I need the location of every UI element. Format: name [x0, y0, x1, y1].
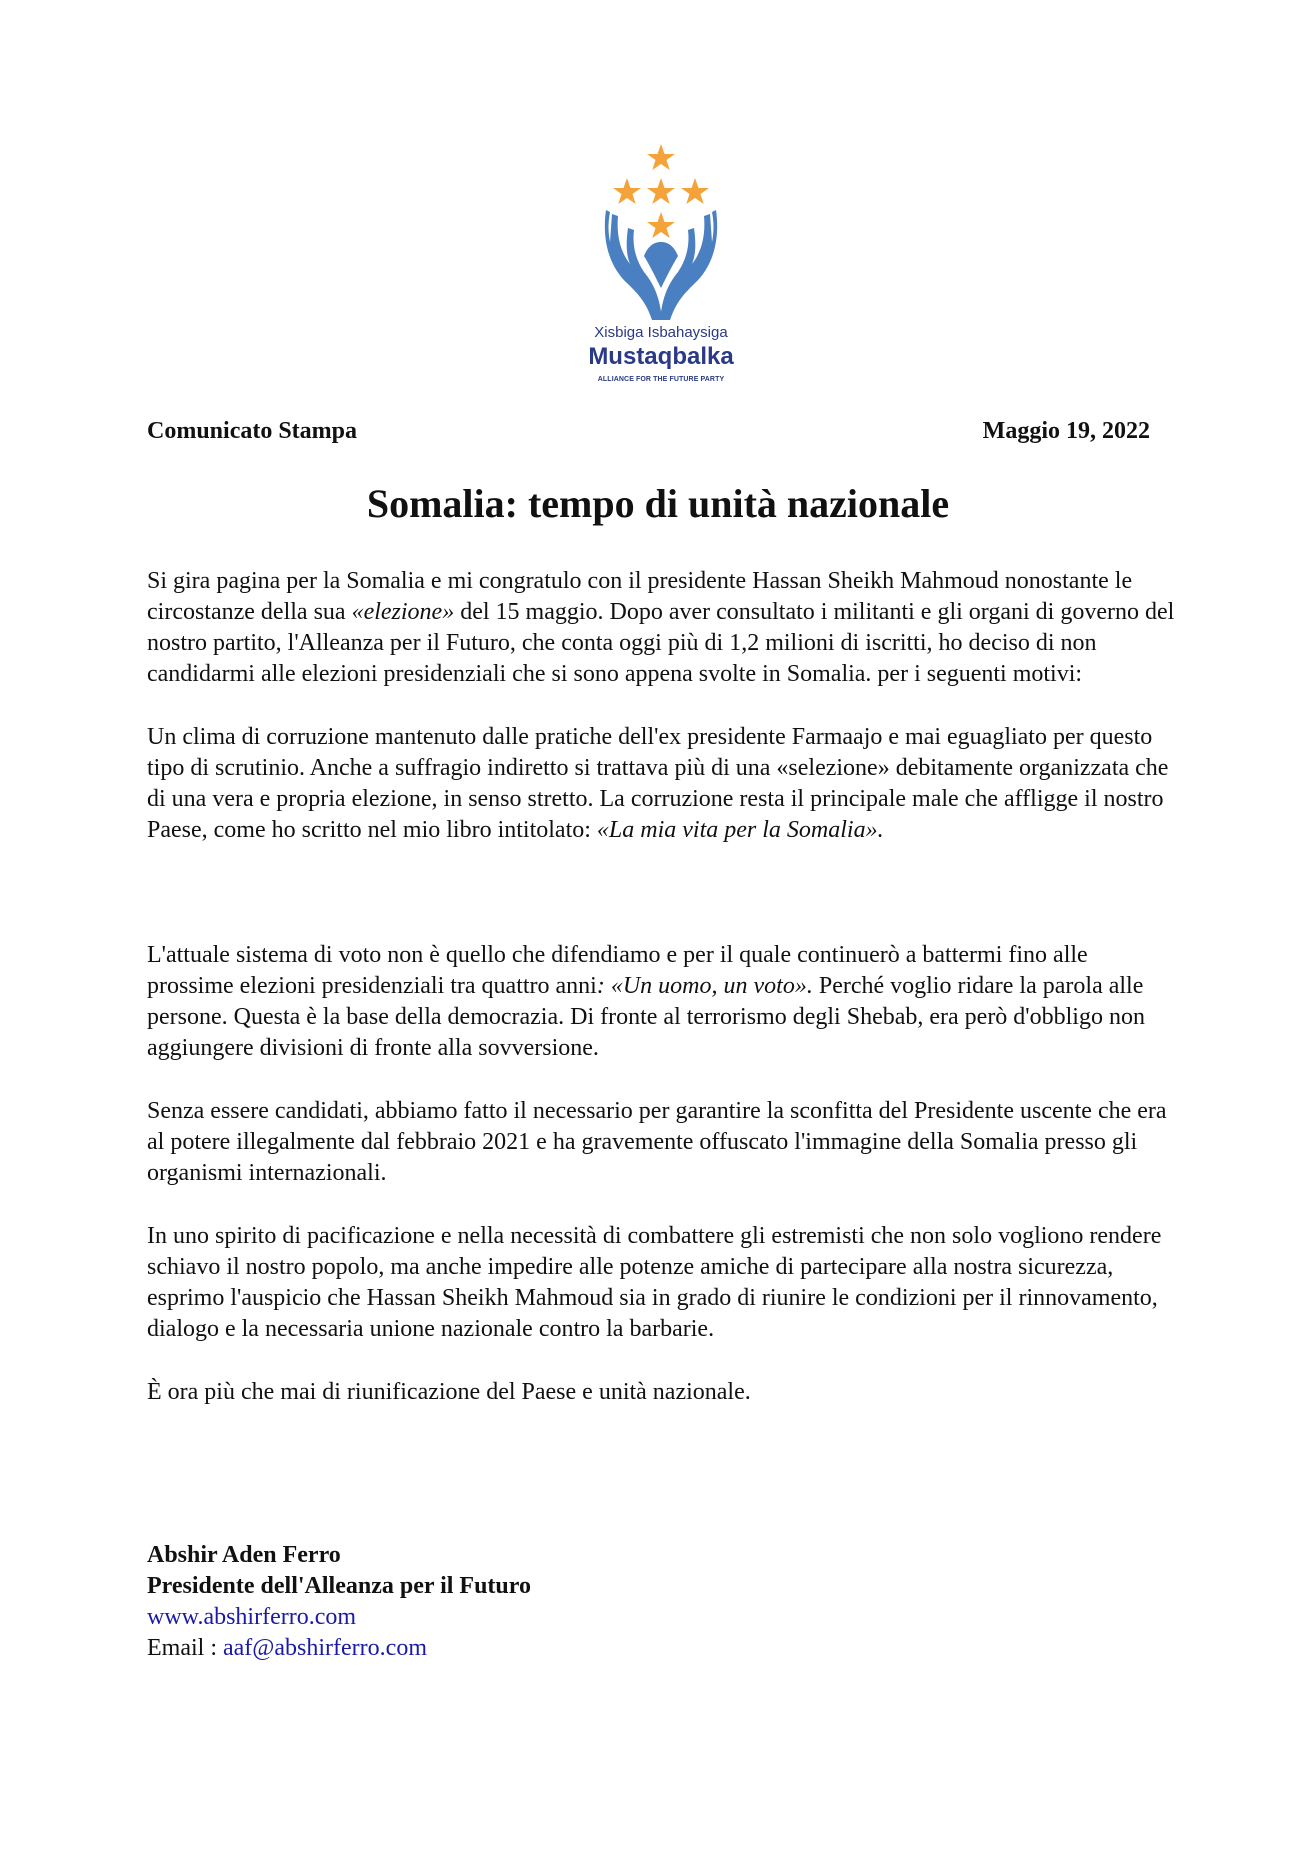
page-title: Somalia: tempo di unità nazionale: [366, 481, 950, 526]
logo-line-3: ALLIANCE FOR THE FUTURE PARTY: [597, 376, 725, 383]
email-label: Email :: [147, 1635, 223, 1661]
signer-name: Abshir Aden Ferro: [147, 1542, 341, 1568]
press-release-label: Comunicato Stampa: [147, 418, 358, 444]
paragraph-3: L'attuale sistema di voto non è quello che difendiamo e per il quale continuerò a battermi fino alle prossime elezioni presidenziali tra quattro anni: «Un uomo, un voto». Perché voglio ridare la parola alle persone. Questa è la base della democrazia. Di fronte al terrorismo degli Shebab, era però d'obbligo non aggiungere divisioni di fronte alla sovversione.: [147, 942, 1145, 1061]
paragraph-5: In uno spirito di pacificazione e nella necessità di combattere gli estremisti che non solo vogliono rendere schiavo il nostro popolo, ma anche impedire alle potenze amiche di partecipare alla nostra sicurezza, esprimo l'auspicio che Hassan Sheikh Mahmoud sia in grado di riunire le condizioni per il rinnovamento, dialogo e la necessaria unione nazionale contro la barbarie.: [147, 1223, 1162, 1342]
paragraph-2: Un clima di corruzione mantenuto dalle pratiche dell'ex presidente Farmaajo e mai eguagliato per questo tipo di scrutinio. Anche a suffragio indiretto si trattava più di una «selezione» debitamente organizzata che di una vera e propria elezione, in senso stretto. La corruzione resta il principale male che affligge il nostro Paese, come ho scritto nel mio libro intitolato: «La mia vita per la Somalia».: [147, 724, 1169, 843]
website-link[interactable]: www.abshirferro.com: [147, 1604, 357, 1630]
email-line: [147, 1633, 531, 1664]
document-body: [147, 566, 1177, 1408]
paragraph-1: Si gira pagina per la Somalia e mi congratulo con il presidente Hassan Sheikh Mahmoud nonostante le circostanze della sua «elezione» del 15 maggio. Dopo aver consultato i militanti e gli organi di governo del nostro partito, l'Alleanza per il Futuro, che conta oggi più di 1,2 milioni di iscritti, ho deciso di non candidarmi alle elezioni presidenziali che si sono appena svolte in Somalia. per i seguenti motivi:: [147, 568, 1175, 687]
paragraph-4: Senza essere candidati, abbiamo fatto il necessario per garantire la sconfitta del Presidente uscente che era al potere illegalmente dal febbraio 2021 e ha gravemente offuscato l'immagine della Somalia presso gli organismi internazionali.: [147, 1098, 1167, 1186]
email-link[interactable]: aaf@abshirferro.com: [222, 1635, 427, 1661]
paragraph-6: È ora più che mai di riunificazione del Paese e unità nazionale.: [147, 1379, 751, 1405]
release-date: Maggio 19, 2022: [982, 418, 1150, 444]
party-logo: [586, 138, 736, 396]
signature-block: [147, 1540, 531, 1664]
stars-and-hands-logo-icon: [586, 138, 736, 323]
signer-role: Presidente dell'Alleanza per il Futuro: [147, 1573, 531, 1599]
logo-line-1: Xisbiga Isbahaysiga: [594, 324, 728, 341]
logo-line-2: Mustaqbalka: [588, 343, 734, 370]
